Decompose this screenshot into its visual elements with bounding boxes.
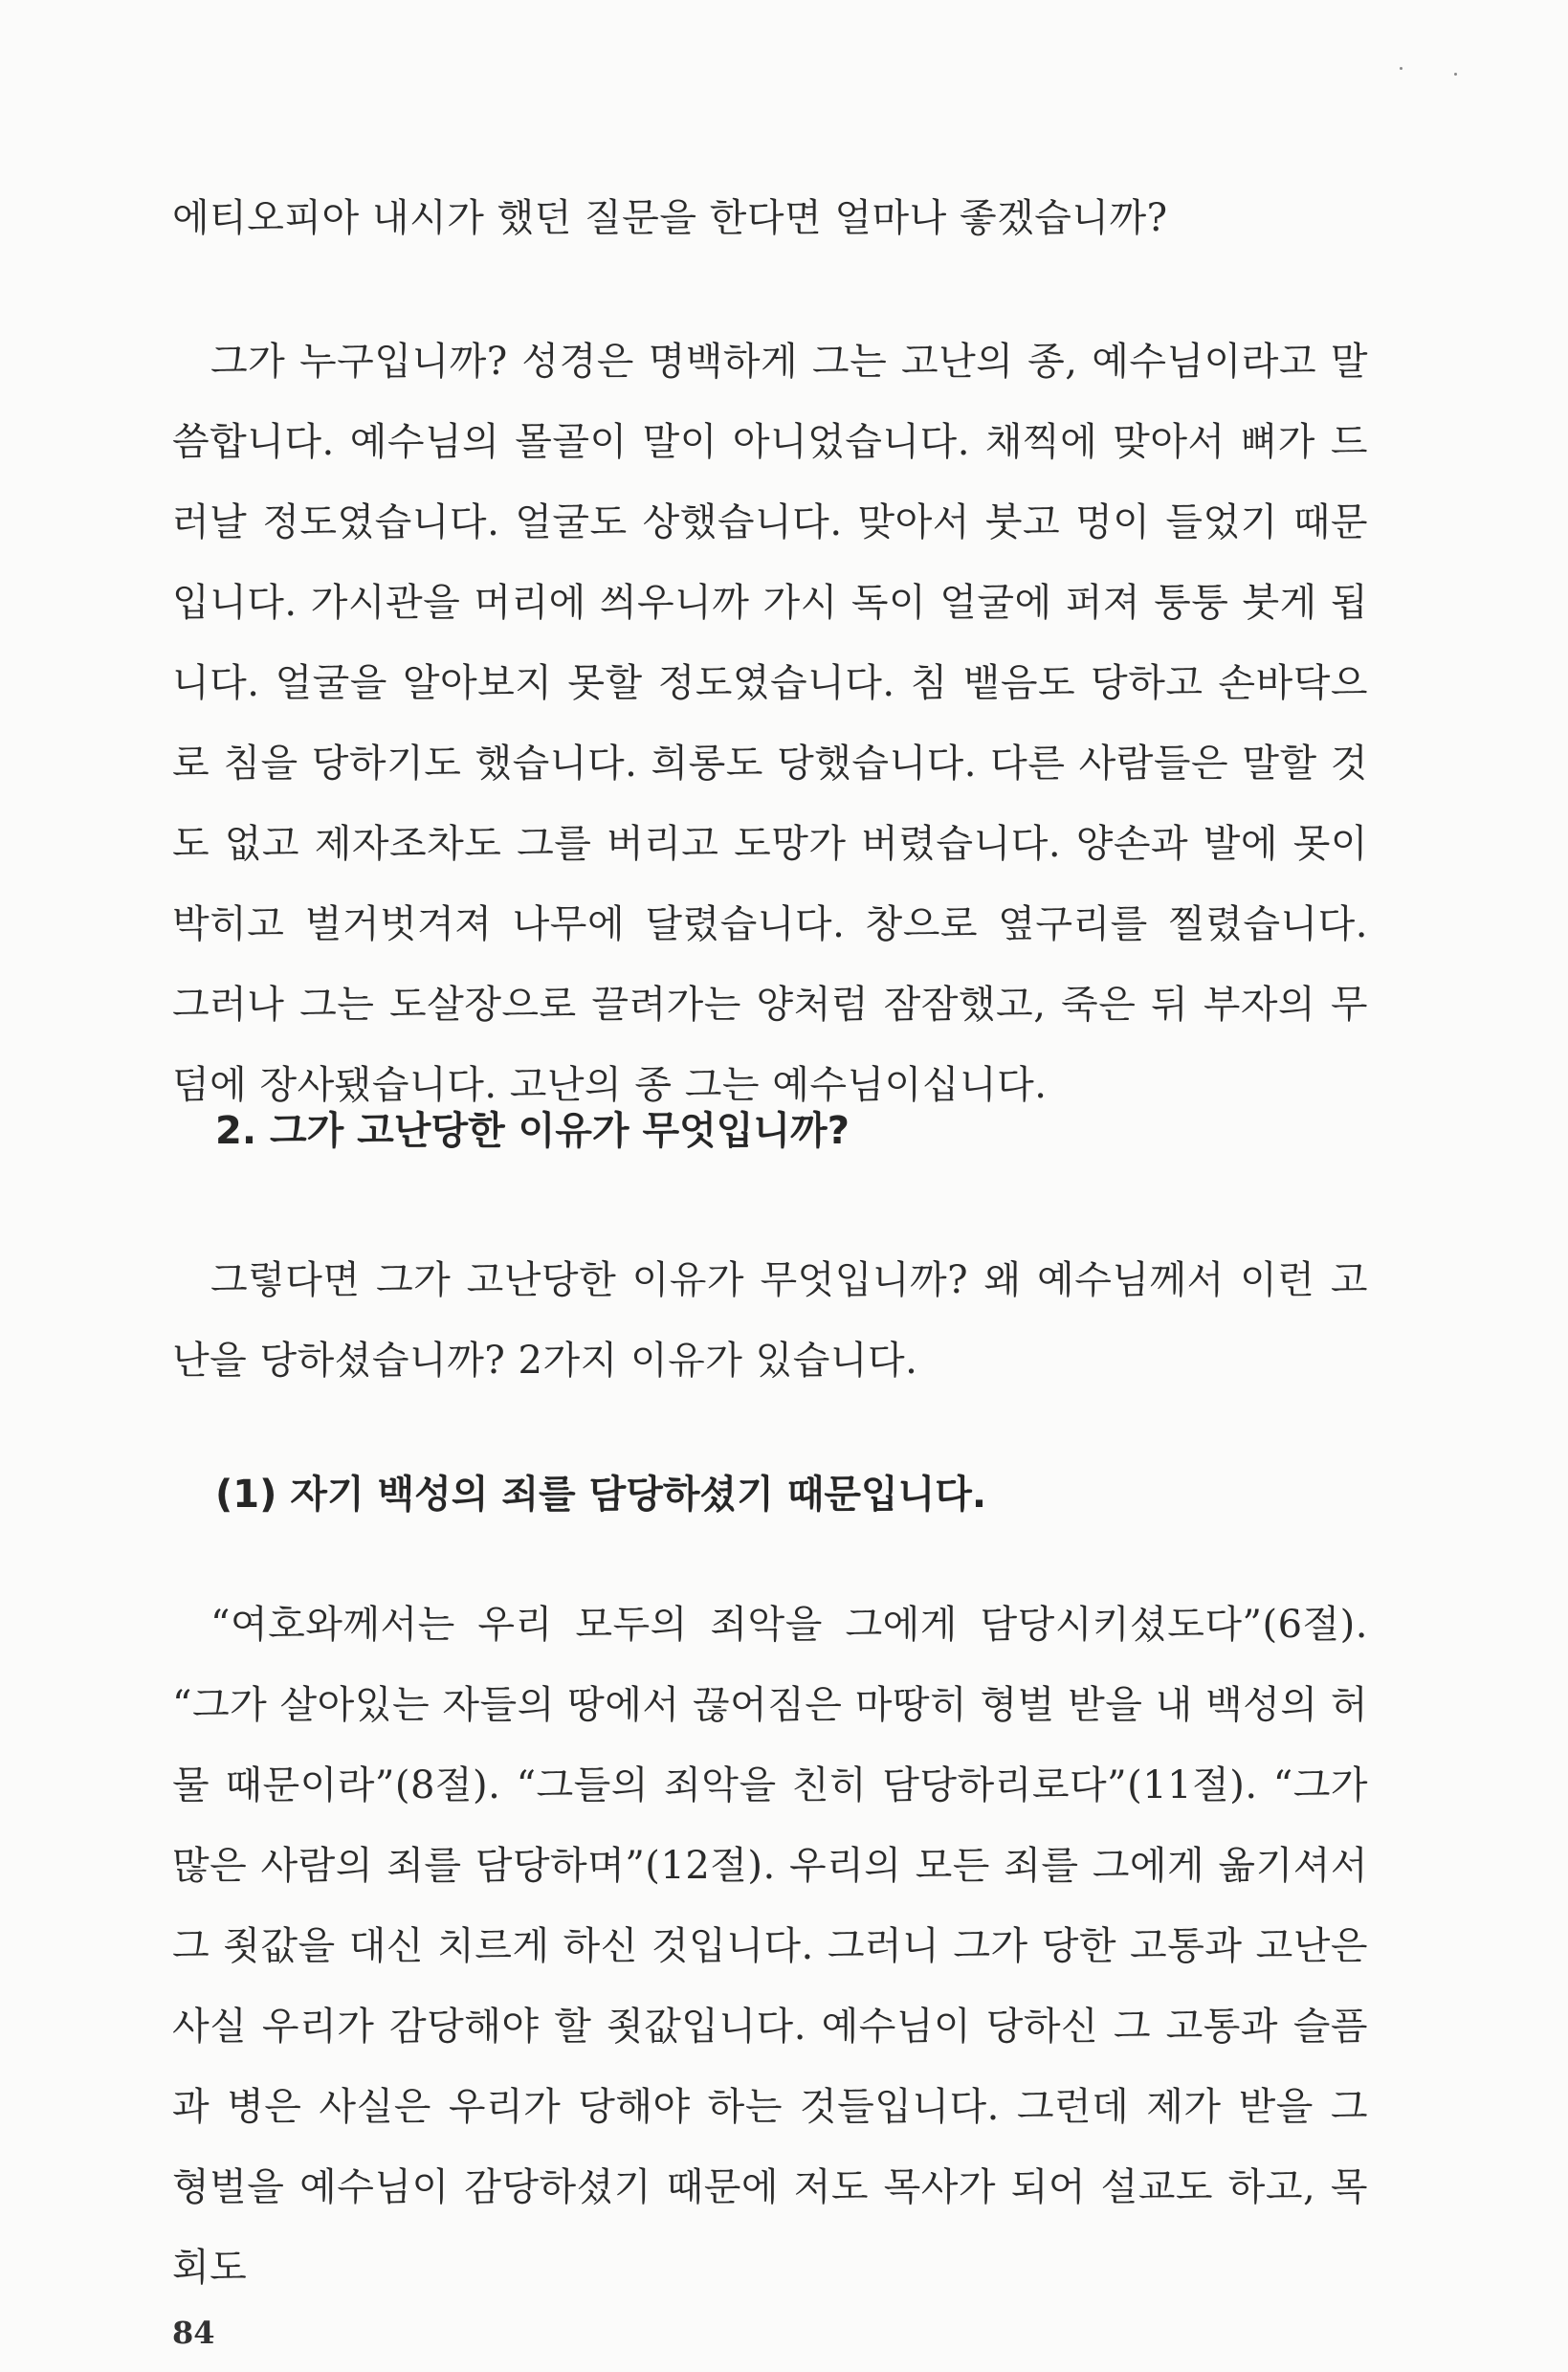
suffering-paragraph: 그가 누구입니까? 성경은 명백하게 그는 고난의 종, 예수님이라고 말씀합니다. 예수님의 몰골이 말이 아니었습니다. 채찍에 맞아서 뼈가 드러날 정도였습니다. 얼굴도 상했습니다. 맞아서 붓고 멍이 들었기 때문입니다. 가시관을 머리에 씌우니까 가시 독이 얼굴에 퍼져 퉁퉁 붓게 됩니다. 얼굴을 알아보지 못할 정도였습니다. 침 뱉음도 당하고 손바닥으로 침을 당하기도 했습니다. 희롱도 당했습니다. 다른 사람들은 말할 것도 없고 제자조차도 그를 버리고 도망가 버렸습니다. 양손과 발에 못이 박히고 벌거벗겨져 나무에 달렸습니다. 창으로 옆구리를 찔렸습니다. 그러나 그는 도살장으로 끌려가는 양처럼 잠잠했고, 죽은 뒤 부자의 무덤에 장사됐습니다. 고난의 종 그는 예수님이십니다. (172, 340, 1368, 1107)
reason-paragraph: 그렇다면 그가 고난당한 이유가 무엇입니까? 왜 예수님께서 이런 고난을 당하셨습니까? 2가지 이유가 있습니다. (172, 1258, 1368, 1383)
scan-speck (1400, 67, 1402, 70)
subsection-heading: (1) 자기 백성의 죄를 담당하셨기 때문입니다. (215, 1473, 987, 1517)
opening-line: 에티오피아 내시가 했던 질문을 한다면 얼마나 좋겠습니까? (172, 196, 1168, 240)
sin-paragraph-block (172, 1585, 1368, 2308)
page-number: 84 (172, 2315, 215, 2351)
suffering-paragraph-block (172, 321, 1368, 1125)
sin-paragraph: “여호와께서는 우리 모두의 죄악을 그에게 담당시키셨도다”(6절). “그가 살아있는 자들의 땅에서 끊어짐은 마땅히 형벌 받을 내 백성의 허물 때문이라”(8절). “그들의 죄악을 친히 담당하리로다”(11절). “그가 많은 사람의 죄를 담당하며”(12절). 우리의 모든 죄를 그에게 옮기셔서 그 죗값을 대신 치르게 하신 것입니다. 그러니 그가 당한 고통과 고난은 사실 우리가 감당해야 할 죗값입니다. 예수님이 당하신 그 고통과 슬픔과 병은 사실은 우리가 당해야 하는 것들입니다. 그런데 제가 받을 그 형벌을 예수님이 감당하셨기 때문에 저도 목사가 되어 설교도 하고, 목회도 (172, 1603, 1368, 2290)
reason-paragraph-block (172, 1240, 1368, 1401)
opening-paragraph (172, 178, 1368, 258)
scan-speck (1454, 73, 1457, 76)
section-heading: 2. 그가 고난당한 이유가 무엇입니까? (215, 1109, 850, 1153)
